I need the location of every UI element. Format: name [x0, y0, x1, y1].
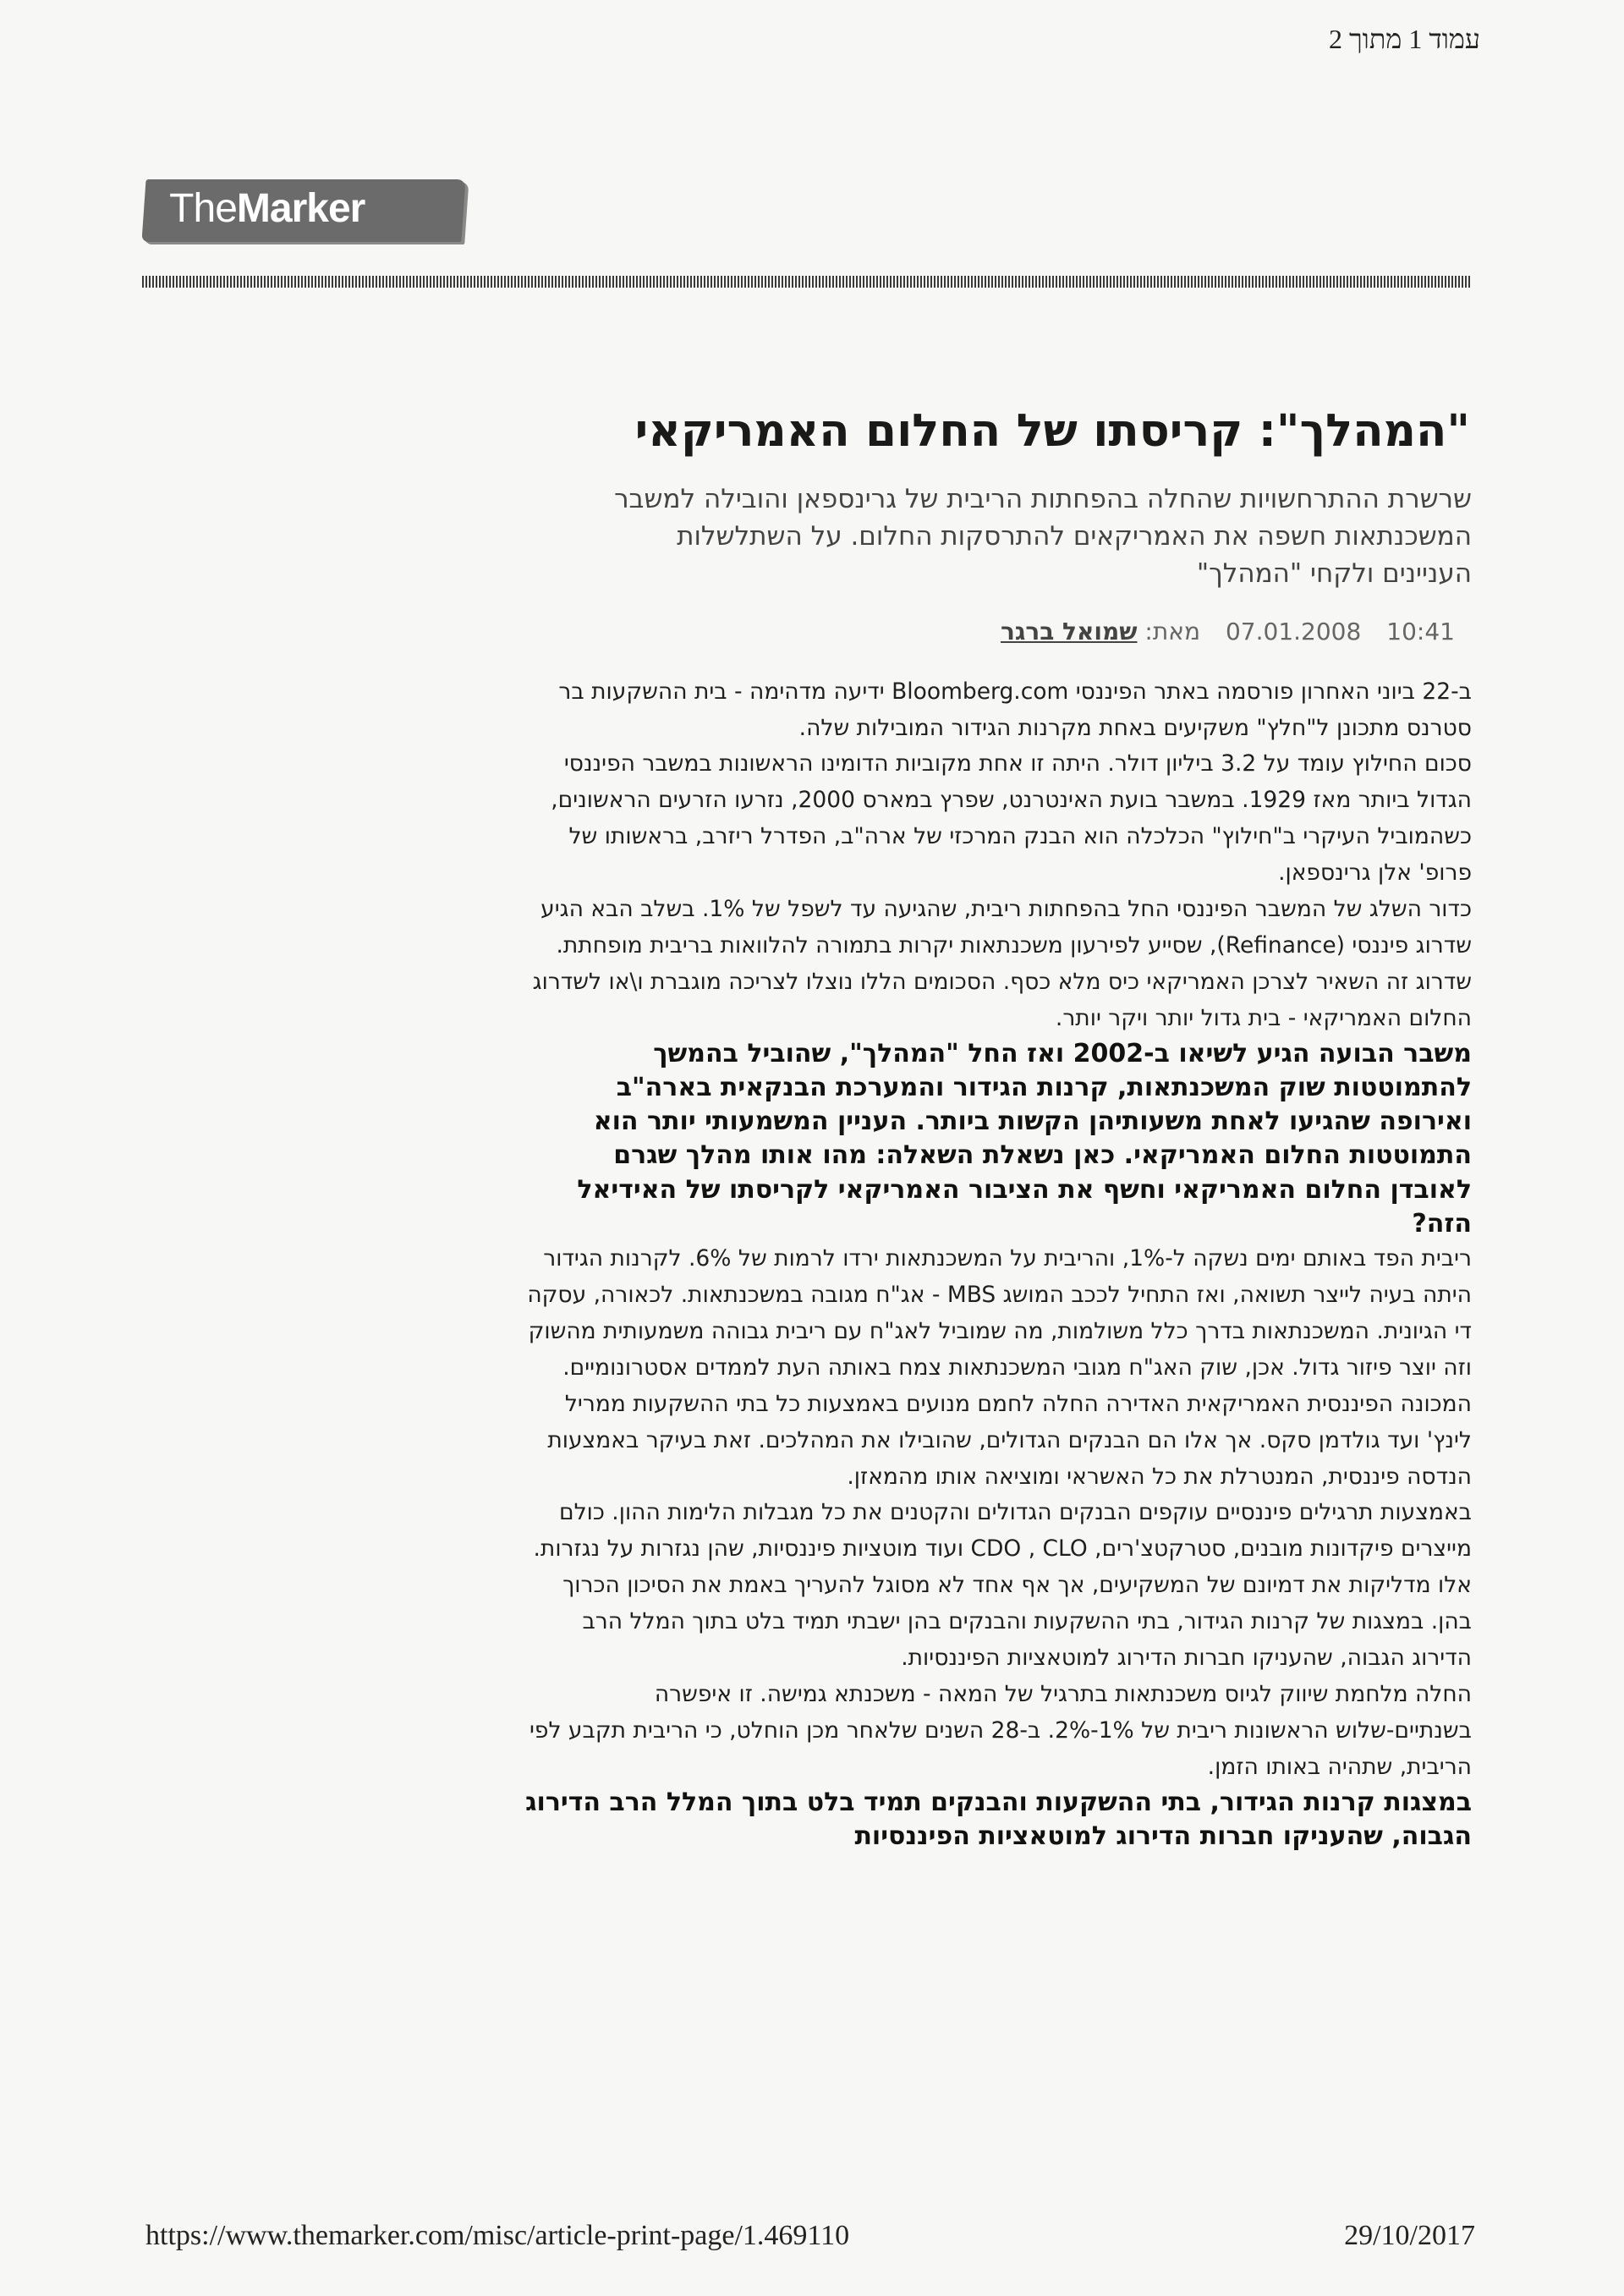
article-byline: [1001, 618, 1200, 645]
article: [457, 404, 1472, 1854]
author-prefix: מאת:: [1144, 617, 1200, 645]
article-paragraph: ריבית הפד באותם ימים נשקה ל-1%, והריבית על המשכנתאות ירדו לרמות של 6%. לקרנות הגידור היתה בעיה לייצר תשואה, ואז התחיל לככב המושג MBS - אג"ח מגובה במשכנתאות. לכאורה, עסקה די הגיונית. המשכנתאות בדרך כלל משולמות, מה שמוביל לאג"ח עם ריבית גבוהה משמעותית מהשוק וזה יוצר פיזור גדול. אכן, שוק האג"ח מגובי המשכנתאות צמח באותה העת לממדים אסטרונומיים.: [527, 1244, 1472, 1381]
logo-text: [169, 185, 365, 232]
author-link[interactable]: שמואל ברגר: [1001, 617, 1138, 645]
footer-date: 29/10/2017: [1344, 2220, 1475, 2251]
themarker-logo: [141, 179, 465, 242]
article-meta: [457, 618, 1455, 645]
article-paragraph: המכונה הפיננסית האמריקאית האדירה החלה לחמם מנועים באמצעות כל בתי ההשקעות ממריל לינץ' ועד גולדמן סקס. אך אלו הם הבנקים הגדולים, שהובילו את המהלכים. זאת בעיקר באמצעות הנדסה פיננסית, המנטרלת את כל האשראי ומוציאה אותו מהמאזן.: [547, 1390, 1472, 1490]
article-paragraph: החלה מלחמת שיווק לגיוס משכנתאות בתרגיל של המאה - משכנתא גמישה. זו איפשרה בשנתיים-שלוש הראשונות ריבית של 1%-2%. ב-28 השנים שלאחר מכן הוחלט, כי הריבית תקבע לפי הריבית, שתהיה באותו הזמן.: [529, 1681, 1472, 1780]
footer-url: https://www.themarker.com/misc/article-print-page/1.469110: [145, 2220, 850, 2251]
article-time: 10:41: [1386, 617, 1455, 645]
header-divider: [142, 276, 1472, 288]
article-paragraph: כדור השלג של המשבר הפיננסי החל בהפחתות ריבית, שהגיעה עד לשפל של 1%. בשלב הבא הגיע שדרוג פיננסי (Refinance), שסייע לפירעון משכנתאות יקרות בתמורה להלוואות בריבית מופחתת. שדרוג זה השאיר לצרכן האמריקאי כיס מלא כסף. הסכומים הללו נוצלו לצריכה מוגברת ו\או לשדרוג החלום האמריקאי - בית גדול יותר ויקר יותר.: [532, 896, 1472, 1031]
article-body: [524, 674, 1472, 1854]
article-paragraph: ב-22 ביוני האחרון פורסמה באתר הפיננסי Bloomberg.com ידיעה מדהימה - בית ההשקעות בר סטרנס מתכונן ל"חלץ" משקיעים באחת מקרנות הגידור המובילות שלה.: [558, 678, 1472, 741]
article-paragraph: סכום החילוץ עומד על 3.2 ביליון דולר. היתה זו אחת מקוביות הדומינו הראשונות במשבר הפיננסי הגדול ביותר מאז 1929. במשבר בועת האינטרנט, שפרץ במארס 2000, נזרעו הזרעים הראשונים, כשהמוביל העיקרי ב"חילוץ" הכלכלה הוא הבנק המרכזי של ארה"ב, הפדרל ריזרב, בראשותו של פרופ' אלן גרינספאן.: [551, 750, 1472, 887]
article-paragraph: באמצעות תרגילים פיננסיים עוקפים הבנקים הגדולים והקטנים את כל מגבלות הלימות ההון. כולם מייצרים פיקדונות מובנים, סטרקטצ'רים, CDO , CLO ועוד מוטציות פיננסיות, שהן נגזרות על נגזרות. אלו מדליקות את דמיונם של המשקיעים, אך אף אחד לא מסוגל להעריך באמת את הסיכון הכרוך בהן. במצגות של קרנות הגידור, בתי ההשקעות והבנקים בהן ישבתי תמיד בלט בתוך המלל הרב הדירוג הגבוה, שהעניקו חברות הדירוג למוטאציות הפיננסיות.: [533, 1499, 1472, 1672]
article-date: 07.01.2008: [1225, 617, 1362, 645]
article-highlight-paragraph: משבר הבועה הגיע לשיאו ב-2002 ואז החל "המהלך", שהוביל בהמשך להתמוטטות שוק המשכנתאות, קרנות הגידור והמערכת הבנקאית בארה"ב ואירופה שהגיעו לאחת משעותיהן הקשות ביותר. העניין המשמעותי יותר הוא התמוטטות החלום האמריקאי. כאן נשאלת השאלה: מהו אותו מהלך שגרם לאובדן החלום האמריקאי וחשף את הציבור האמריקאי לקריסתו של האידיאל הזה?: [577, 1038, 1472, 1239]
logo-text-marker: Marker: [236, 186, 365, 231]
logo-text-the: The: [169, 186, 237, 231]
article-title: "המהלך": קריסתו של החלום האמריקאי: [634, 405, 1470, 457]
article-highlight-paragraph: במצגות קרנות הגידור, בתי ההשקעות והבנקים תמיד בלט בתוך המלל הרב הדירוג הגבוה, שהעניקו חברות הדירוג למוטאציות הפיננסיות: [525, 1787, 1472, 1851]
article-subtitle: שרשרת ההתרחשויות שהחלה בהפחתות הריבית של גרינספאן והובילה למשבר המשכנתאות חשפה את האמריקאים להתרסקות החלום. על השתלשלות העניינים ולקחי "המהלך": [614, 483, 1472, 589]
page-number-header: עמוד 1 מתוך 2: [1328, 24, 1480, 54]
